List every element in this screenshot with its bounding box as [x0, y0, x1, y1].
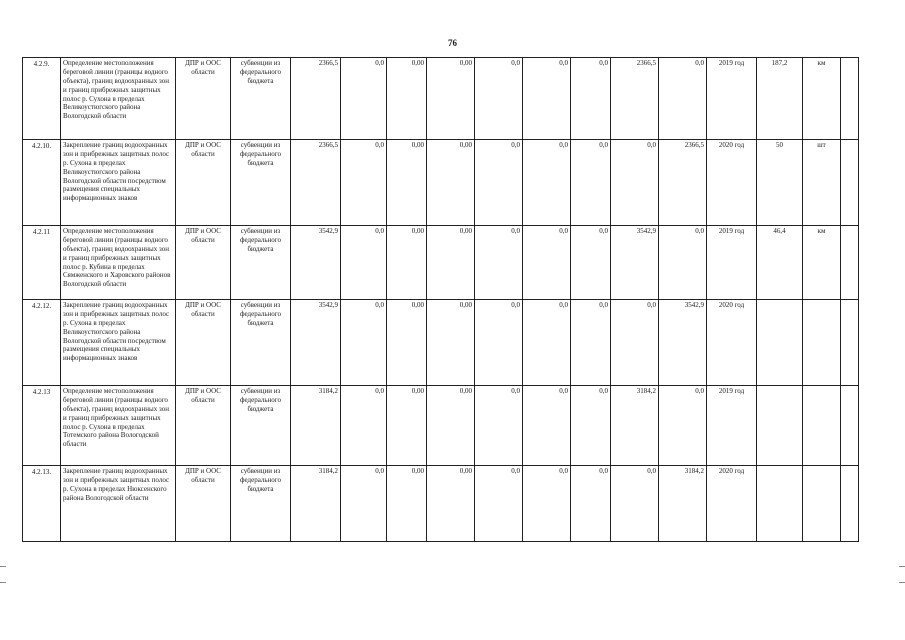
row-funding-source: субвенции из федерального бюджета [231, 300, 291, 386]
row-value-6: 0,0 [523, 466, 571, 542]
row-number: 4.2.12. [23, 300, 61, 386]
row-value-9: 3184,2 [659, 466, 707, 542]
row-value-8: 0,0 [611, 466, 659, 542]
row-value-6: 0,0 [523, 300, 571, 386]
table-row [23, 140, 859, 226]
row-value-4: 0,00 [427, 466, 475, 542]
row-value-3: 0,00 [387, 58, 427, 140]
row-value-2: 0,0 [341, 300, 387, 386]
row-value-5: 0,0 [475, 466, 523, 542]
row-total-value: 2366,5 [291, 58, 341, 140]
row-value-8: 3542,9 [611, 226, 659, 300]
row-value-6: 0,0 [523, 58, 571, 140]
row-quantity [757, 300, 803, 386]
row-value-6: 0,0 [523, 226, 571, 300]
row-empty-cell [841, 140, 859, 226]
row-number: 4.2.11 [23, 226, 61, 300]
row-value-9: 0,0 [659, 58, 707, 140]
row-value-4: 0,00 [427, 58, 475, 140]
row-empty-cell [841, 300, 859, 386]
row-quantity [757, 466, 803, 542]
row-value-9: 0,0 [659, 386, 707, 466]
table-row [23, 466, 859, 542]
row-value-6: 0,0 [523, 386, 571, 466]
row-total-value: 3184,2 [291, 466, 341, 542]
row-value-3: 0,00 [387, 300, 427, 386]
row-executor: ДПР и ООС области [176, 140, 231, 226]
row-funding-source: субвенции из федерального бюджета [231, 466, 291, 542]
row-value-2: 0,0 [341, 466, 387, 542]
row-value-8: 0,0 [611, 140, 659, 226]
row-name: Определение местоположения береговой линии (границы водного объекта), границ водоохранных зон и границ прибрежных защитных полос р. Сухона в пределах Великоустюгского района Вологодской области [61, 58, 176, 140]
row-name: Определение местоположения береговой линии (границы водного объекта), границ водоохранных зон и границ прибрежных защитных полос р. Кубина в пределах Сямженского и Харовского районов Вологодской области [61, 226, 176, 300]
row-number: 4.2.13 [23, 386, 61, 466]
row-quantity: 187,2 [757, 58, 803, 140]
row-executor: ДПР и ООС области [176, 300, 231, 386]
row-unit: км [803, 226, 841, 300]
row-value-5: 0,0 [475, 58, 523, 140]
row-unit [803, 466, 841, 542]
row-value-7: 0,0 [571, 386, 611, 466]
row-value-7: 0,0 [571, 226, 611, 300]
row-value-4: 0,00 [427, 300, 475, 386]
row-empty-cell [841, 226, 859, 300]
row-number: 4.2.9. [23, 58, 61, 140]
row-quantity: 50 [757, 140, 803, 226]
row-number: 4.2.13. [23, 466, 61, 542]
edge-mark-left-bottom [0, 582, 6, 583]
row-total-value: 3542,9 [291, 226, 341, 300]
row-value-5: 0,0 [475, 226, 523, 300]
row-unit: шт [803, 140, 841, 226]
row-unit [803, 300, 841, 386]
row-value-4: 0,00 [427, 386, 475, 466]
table-row [23, 58, 859, 140]
row-value-8: 0,0 [611, 300, 659, 386]
row-value-9: 2366,5 [659, 140, 707, 226]
row-year: 2020 год [707, 300, 757, 386]
row-executor: ДПР и ООС области [176, 466, 231, 542]
row-unit [803, 386, 841, 466]
row-value-9: 0,0 [659, 226, 707, 300]
row-value-5: 0,0 [475, 300, 523, 386]
row-empty-cell [841, 386, 859, 466]
row-value-2: 0,0 [341, 226, 387, 300]
row-value-3: 0,00 [387, 466, 427, 542]
row-year: 2019 год [707, 226, 757, 300]
table-row [23, 226, 859, 300]
page-number: 76 [448, 38, 457, 48]
row-value-7: 0,0 [571, 466, 611, 542]
row-total-value: 3542,9 [291, 300, 341, 386]
row-value-2: 0,0 [341, 140, 387, 226]
edge-mark-right-bottom [899, 582, 905, 583]
row-value-7: 0,0 [571, 58, 611, 140]
row-value-5: 0,0 [475, 386, 523, 466]
edge-mark-left-top [0, 566, 6, 567]
row-value-4: 0,00 [427, 140, 475, 226]
row-value-3: 0,00 [387, 140, 427, 226]
row-value-3: 0,00 [387, 226, 427, 300]
row-value-8: 3184,2 [611, 386, 659, 466]
row-funding-source: субвенции из федерального бюджета [231, 140, 291, 226]
row-name: Закрепление границ водоохранных зон и прибрежных защитных полос р. Сухона в пределах Великоустюгского района Вологодской области посредством размещения специальных информационных знаков [61, 140, 176, 226]
row-total-value: 2366,5 [291, 140, 341, 226]
row-year: 2019 год [707, 58, 757, 140]
row-total-value: 3184,2 [291, 386, 341, 466]
row-year: 2020 год [707, 140, 757, 226]
row-value-3: 0,00 [387, 386, 427, 466]
row-value-2: 0,0 [341, 58, 387, 140]
row-value-7: 0,0 [571, 140, 611, 226]
row-unit: км [803, 58, 841, 140]
row-funding-source: субвенции из федерального бюджета [231, 226, 291, 300]
row-executor: ДПР и ООС области [176, 386, 231, 466]
row-name: Определение местоположения береговой линии (границы водного объекта), границ водоохранных зон и границ прибрежных защитных полос р. Сухона в пределах Тотемского района Вологодской области [61, 386, 176, 466]
row-name: Закрепление границ водоохранных зон и прибрежных защитных полос р. Сухона в пределах Нюксенского района Вологодской области [61, 466, 176, 542]
row-year: 2020 год [707, 466, 757, 542]
table-row [23, 386, 859, 466]
table-row [23, 300, 859, 386]
row-value-8: 2366,5 [611, 58, 659, 140]
row-number: 4.2.10. [23, 140, 61, 226]
row-quantity [757, 386, 803, 466]
row-value-2: 0,0 [341, 386, 387, 466]
row-value-6: 0,0 [523, 140, 571, 226]
row-value-5: 0,0 [475, 140, 523, 226]
row-empty-cell [841, 58, 859, 140]
row-funding-source: субвенции из федерального бюджета [231, 386, 291, 466]
row-executor: ДПР и ООС области [176, 58, 231, 140]
row-funding-source: субвенции из федерального бюджета [231, 58, 291, 140]
row-year: 2019 год [707, 386, 757, 466]
row-empty-cell [841, 466, 859, 542]
edge-mark-right-top [899, 566, 905, 567]
row-name: Закрепление границ водоохранных зон и прибрежных защитных полос р. Сухона в пределах Великоустюгского района Вологодской области посредством размещения специальных информационных знаков [61, 300, 176, 386]
row-value-7: 0,0 [571, 300, 611, 386]
row-value-4: 0,00 [427, 226, 475, 300]
row-value-9: 3542,9 [659, 300, 707, 386]
row-quantity: 46,4 [757, 226, 803, 300]
row-executor: ДПР и ООС области [176, 226, 231, 300]
program-table [22, 57, 859, 542]
